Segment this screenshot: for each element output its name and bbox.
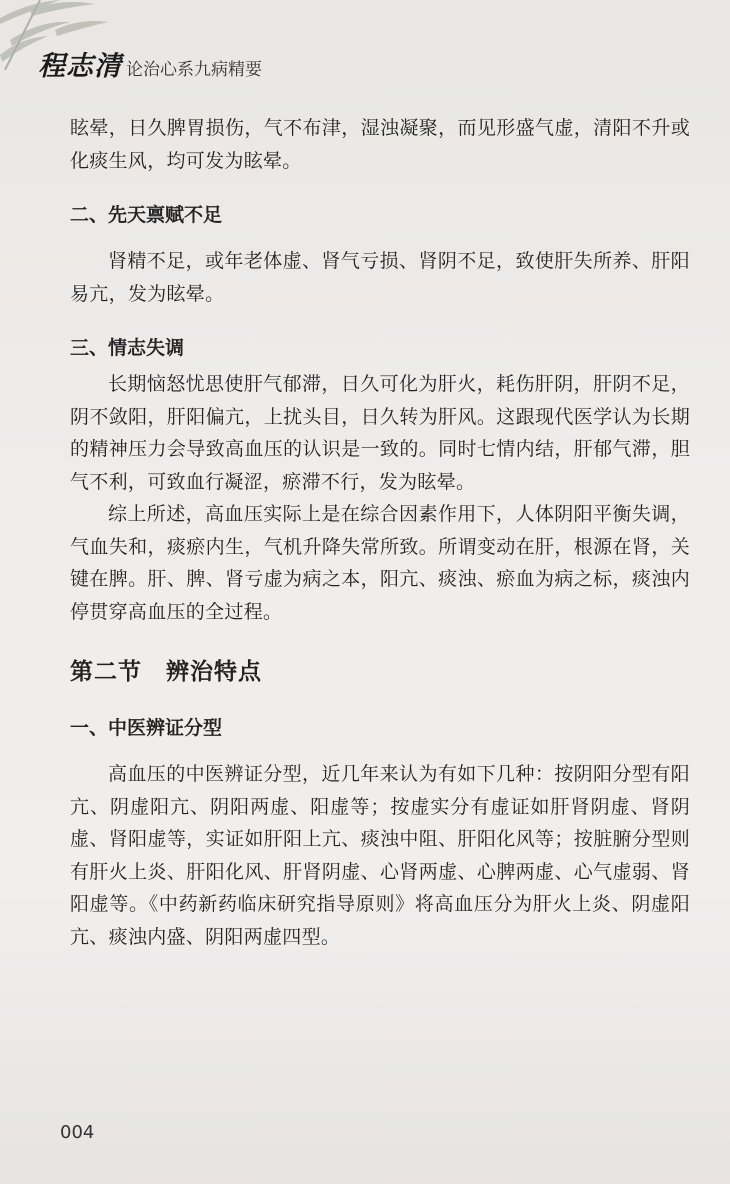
header-book-title: 论治心系九病精要 xyxy=(126,60,262,80)
header-author: 程志清 xyxy=(38,51,122,82)
paragraph: 高血压的中医辨证分型，近几年来认为有如下几种：按阴阳分型有阳亢、阴虚阳亢、阴阳两虚、阳虚等；按虚实分有虚证如肝肾阴虚、肾阴虚、肾阳虚等，实证如肝阳上亢、痰浊中阻、肝阳化风等；按脏腑分型则有肝火上炎、肝阳化风、肝肾阴虚、心肾两虚、心脾两虚、心气虚弱、肾阳虚等。《中药新药临床研究指导原则》将高血压分为肝火上炎、阴虚阳亢、痰浊内盛、阴阳两虚四型。 xyxy=(70,763,690,948)
page-content xyxy=(70,112,690,953)
subheading: 二、先天禀赋不足 xyxy=(70,204,223,226)
paragraph: 眩晕，日久脾胃损伤，气不布津，湿浊凝聚，而见形盛气虚，清阳不升或化痰生风，均可发为眩晕。 xyxy=(70,117,690,172)
paragraph: 肾精不足，或年老体虚、肾气亏损、肾阴不足，致使肝失所养、肝阳易亢，发为眩晕。 xyxy=(70,250,690,305)
subheading: 一、中医辨证分型 xyxy=(70,717,223,739)
running-header xyxy=(38,44,262,83)
subheading: 三、情志失调 xyxy=(70,337,185,359)
paragraph: 长期恼怒忧思使肝气郁滞，日久可化为肝火，耗伤肝阴，肝阴不足，阴不敛阳，肝阳偏亢，上扰头目，日久转为肝风。这跟现代医学认为长期的精神压力会导致高血压的认识是一致的。同时七情内结，肝郁气滞，胆气不利，可致血行凝涩，瘀滞不行，发为眩晕。 xyxy=(70,373,690,493)
paragraph: 综上所述，高血压实际上是在综合因素作用下，人体阴阳平衡失调，气血失和，痰瘀内生，气机升降失常所致。所谓变动在肝，根源在肾，关键在脾。肝、脾、肾亏虚为病之本，阳亢、痰浊、瘀血为病之标，痰浊内停贯穿高血压的全过程。 xyxy=(70,503,690,623)
section-heading: 第二节 辨治特点 xyxy=(70,659,262,685)
page-number: 004 xyxy=(60,1122,95,1143)
